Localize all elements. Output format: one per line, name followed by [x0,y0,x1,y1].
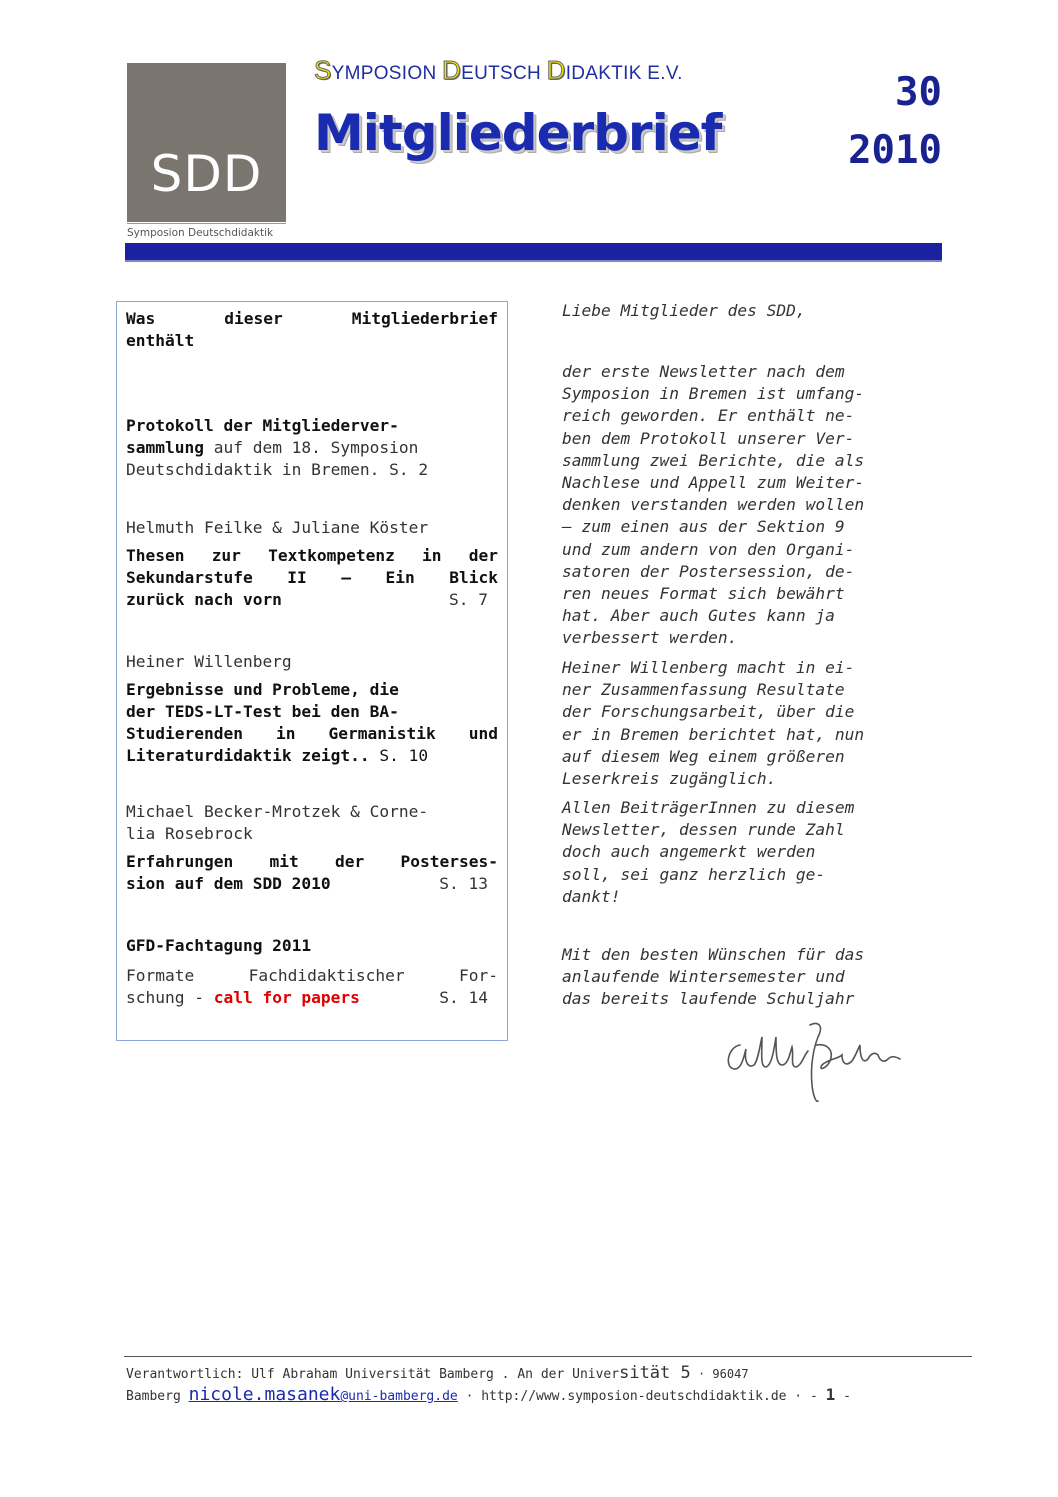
toc-entry-3-line3: Studierenden in Germanistik und [126,724,498,743]
footer-contact [126,1384,851,1405]
toc-entry-4-authors-cont: lia Rosebrock [126,824,253,843]
letter-line: satoren der Postersession, de- [562,561,855,581]
letter-line: hat. Aber auch Gutes kann ja [562,606,835,626]
footer-rule [124,1356,972,1357]
letter-line: ner Zusammenfassung Resultate [562,680,845,700]
page-number-dash: - [835,1389,851,1404]
toc-heading: Was dieser Mitgliederbrief [126,309,498,328]
letter-line: anlaufende Wintersemester und [562,967,845,987]
toc-entry-4-page: S. 13 [439,874,488,893]
society-initial-1: S [314,55,332,85]
letter-line: Leserkreis zugänglich. [562,769,777,789]
email-domain: @uni-bamberg.de [340,1389,458,1404]
issue-year: 2010 [848,128,942,173]
letter-line: doch auch angemerkt werden [562,842,816,862]
letter-paragraph-2 [562,657,932,790]
toc-entry-2-page: S. 7 [449,590,488,609]
society-word-2: EUTSCH [461,63,547,84]
letter-line: der erste Newsletter nach dem [562,362,845,381]
letter-line: Allen BeiträgerInnen zu diesem [562,798,855,817]
society-initial-3: D [546,55,566,85]
letter-line: Symposion in Bremen ist umfang- [562,384,865,404]
letter-line: denken verstanden werden wollen [562,495,865,515]
footer-responsible [126,1363,749,1383]
toc-heading-cont: enthält [126,331,195,350]
toc-entry-1-line2 [126,437,498,459]
letter-line: er in Bremen berichtet hat, nun [562,724,865,744]
toc-entry-5-line2: Formate Fachdidaktischer For- [126,966,498,985]
toc-entry-3-line1: Ergebnisse und Probleme, die [126,680,399,699]
toc-entry-5-line3 [126,987,498,1009]
toc-entry-1-line3: Deutschdidaktik in Bremen. S. 2 [126,460,429,479]
letter-line: Heiner Willenberg macht in ei- [562,658,855,677]
letter-line: soll, sei ganz herzlich ge- [562,864,826,884]
toc-entry-4-text: sion auf dem SDD 2010 [126,874,331,893]
issue-number: 30 [895,70,942,115]
logo-divider [127,223,286,224]
letter-line: reich geworden. Er enthält ne- [562,406,855,426]
logo-caption: Symposion Deutschdidaktik [127,227,274,239]
society-initial-2: D [442,55,462,85]
footer-address-large: sität 5 [619,1363,691,1383]
toc-entry-2-line3 [126,589,498,611]
newsletter-title: Mitgliederbrief [314,104,722,162]
society-word-3: IDAKTIK E.V. [565,63,683,84]
email-user: nicole.masanek [188,1384,341,1405]
letter-paragraph-1 [562,361,932,650]
toc-entry-1-rest: auf dem 18. Symposion [203,438,419,457]
letter-line: auf diesem Weg einem größeren [562,746,845,766]
letter-line: Mit den besten Wünschen für das [562,945,865,964]
letter-closing [562,944,932,1011]
call-for-papers: call for papers [213,988,360,1007]
toc-entry-4-line1: Erfahrungen mit der Posterses- [126,852,498,871]
letter-line: der Forschungsarbeit, über die [562,702,855,722]
toc-entry-3-line2: der TEDS-LT-Test bei den BA- [126,702,399,721]
letter-line: ren neues Format sich bewährt [562,584,845,604]
toc-entry-3-dots: .. [350,746,370,765]
footer-website: · http://www.symposion-deutschdidaktik.de · - [457,1389,826,1404]
letter-line: – zum einen aus der Sektion 9 [562,517,845,537]
letter-salutation: Liebe Mitglieder des SDD, [562,301,806,320]
society-word-1: YMPOSION [331,63,443,84]
letter-paragraph-3 [562,797,932,908]
header-rule [125,243,942,260]
toc-entry-1-title: Protokoll der Mitgliederver- [126,416,399,435]
footer-postcode: · 96047 [690,1367,749,1381]
letter-line: Newsletter, dessen runde Zahl [562,820,845,840]
letter-line: ben dem Protokoll unserer Ver- [562,428,855,448]
toc-entry-3-page: S. 10 [369,746,429,765]
letter-line: dankt! [562,886,621,906]
toc-entry-3-text: Literaturdidaktik zeigt [126,746,351,765]
letter-line: sammlung zwei Berichte, die als [562,450,865,470]
toc-entry-2-authors: Helmuth Feilke & Juliane Köster [126,518,429,537]
footer-address: Verantwortlich: Ulf Abraham Universität Bamberg . An der Univer [126,1367,620,1382]
page-number: 1 [825,1385,836,1404]
letter-line: verbessert werden. [562,628,738,648]
letter-line: das bereits laufende Schuljahr [562,989,855,1009]
toc-entry-1-bold: sammlung [126,438,204,457]
toc-entry-3-line4 [126,745,498,767]
header-rule-shadow [125,260,942,262]
society-name [314,55,683,86]
toc-entry-4-line2 [126,873,498,895]
toc-entry-2-line1: Thesen zur Textkompetenz in der [126,546,498,565]
letter-line: Nachlese und Appell zum Weiter- [562,473,865,493]
toc-entry-4-authors: Michael Becker-Mrotzek & Corne- [126,802,429,821]
toc-entry-2-text: zurück nach vorn [126,590,282,609]
toc-entry-5-page: S. 14 [439,988,488,1007]
letter-line: und zum andern von den Organi- [562,539,855,559]
footer-city: Bamberg [126,1389,189,1404]
toc-entry-5-title: GFD-Fachtagung 2011 [126,936,312,955]
toc-entry-3-authors: Heiner Willenberg [126,652,292,671]
logo-text: SDD [150,145,263,203]
toc-entry-5-text: schung - [126,988,214,1007]
toc-entry-2-line2: Sekundarstufe II – Ein Blick [126,568,498,587]
signature-image [718,1015,908,1107]
email-link[interactable] [188,1384,458,1405]
